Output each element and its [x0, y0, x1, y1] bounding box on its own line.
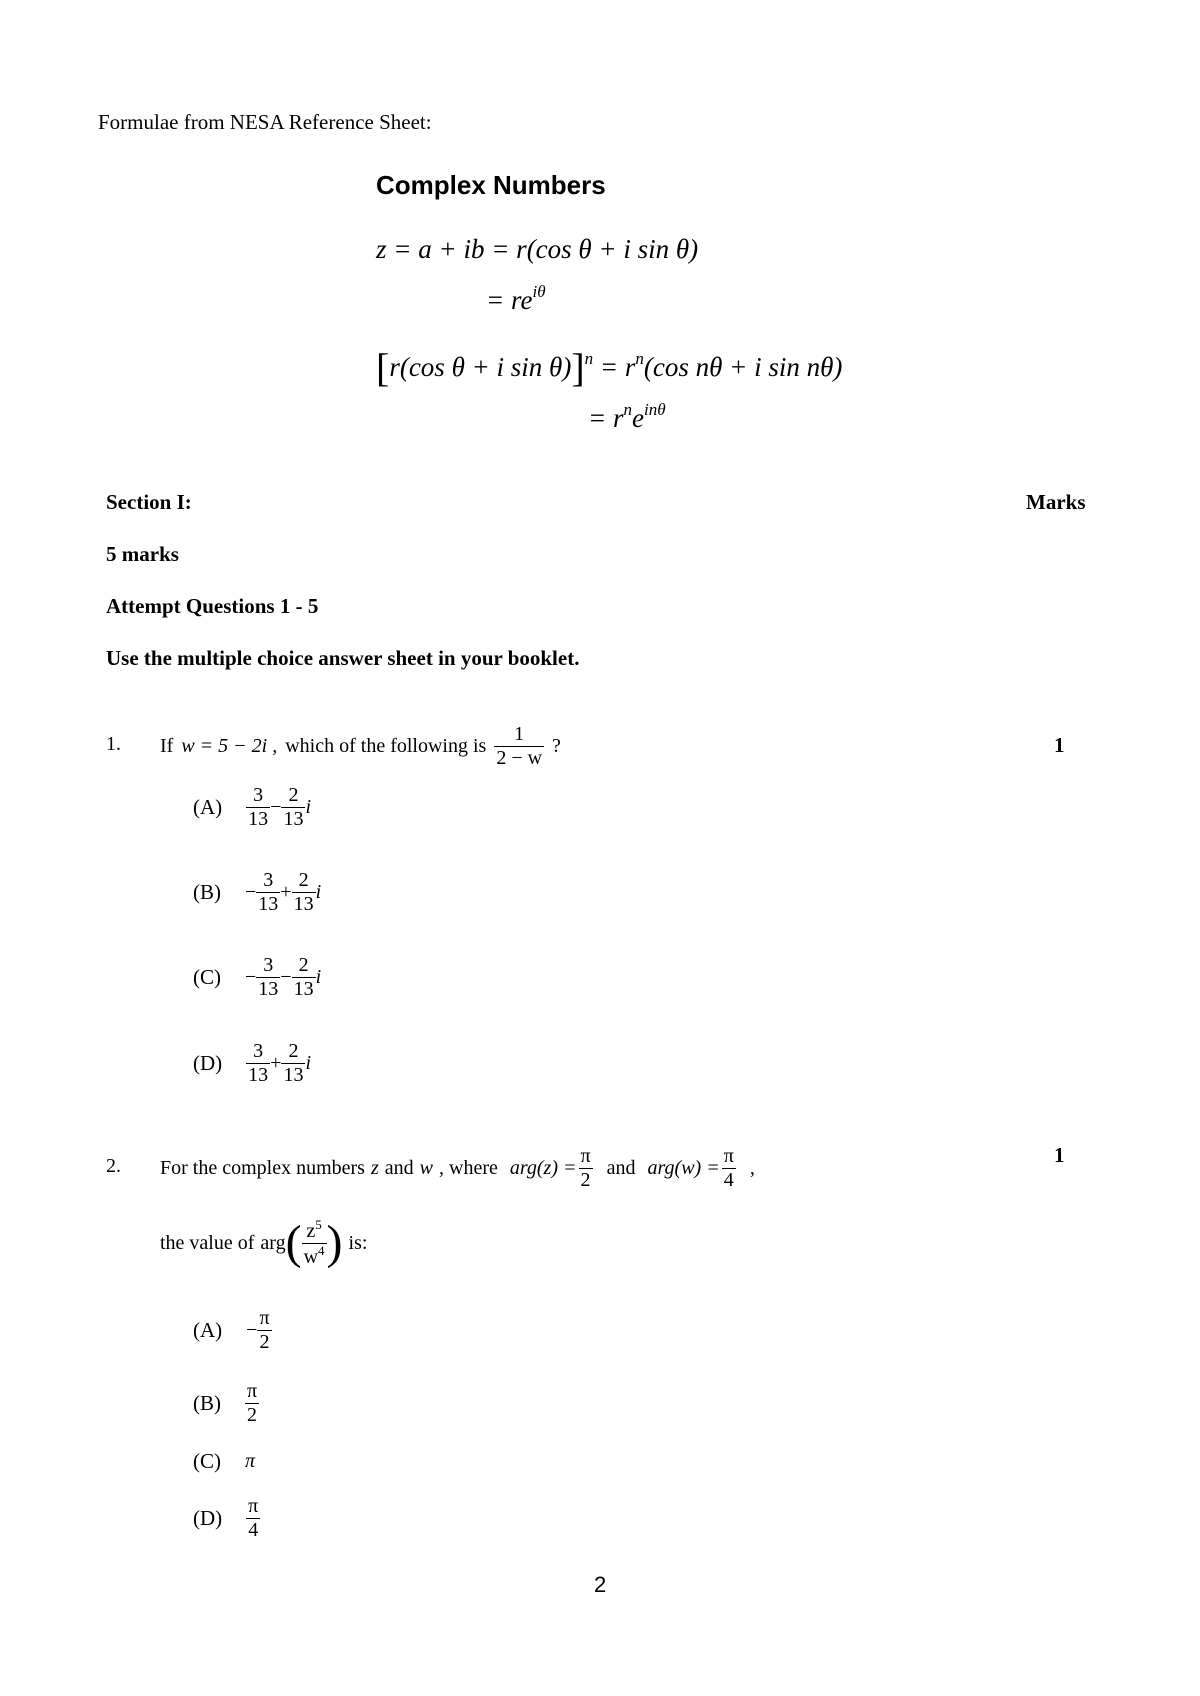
- formula-line-4: [588, 400, 666, 434]
- q1-d-op: +: [270, 1051, 282, 1074]
- q1-d-n1: 3: [246, 1040, 270, 1064]
- q1-b-sign: −: [245, 880, 257, 903]
- q1-d-d2: 13: [283, 1063, 304, 1086]
- q2-a-num: π: [259, 1306, 270, 1329]
- section-instruction: Use the multiple choice answer sheet in your booklet.: [106, 646, 580, 670]
- q1-b-op: +: [280, 880, 292, 903]
- reference-heading: Complex Numbers: [376, 170, 606, 200]
- q1-option-c-value: [245, 954, 321, 1001]
- q1-if: If: [160, 734, 174, 757]
- formula-line-3: [r(cos θ + i $\sin \theta)]^n = r^n(\cos$ nθ + i sin nθ): [376, 345, 843, 390]
- q2-option-d-label: (D): [193, 1505, 223, 1530]
- formula-line-4-exp: inθ: [643, 400, 666, 419]
- q1-option-c-label: (C): [193, 964, 221, 989]
- q2-option-c-value: π: [245, 1449, 256, 1472]
- section-title: Section I:: [106, 490, 192, 514]
- q2-arg-w: [648, 1145, 736, 1192]
- q1-c-n2: 2: [292, 954, 316, 978]
- q2-arg-z-num: π: [580, 1144, 591, 1167]
- q2-w: w: [419, 1156, 433, 1179]
- q2-b-den: 2: [247, 1403, 258, 1426]
- q2-d-den: 4: [248, 1518, 259, 1541]
- q2-arg: arg: [260, 1231, 286, 1254]
- q1-b-i: i: [315, 880, 322, 903]
- page-number: 2: [594, 1572, 607, 1597]
- q1-b-n2: 2: [292, 869, 316, 893]
- formula-line-4-pow: n: [623, 400, 632, 419]
- formula-line-3-rhs-pow: n: [635, 349, 644, 368]
- q1-b-n1: 3: [256, 869, 280, 893]
- q2-pow4: 4: [318, 1242, 325, 1258]
- q1-a-d1: 13: [248, 807, 269, 830]
- q2-option-b-label: (B): [193, 1390, 221, 1415]
- formula-line-3-rhs: (cos nθ + i sin nθ): [643, 352, 843, 382]
- q1-option-c[interactable]: [193, 949, 321, 1005]
- q1-option-d[interactable]: [193, 1035, 311, 1091]
- q1-option-d-value: [246, 1040, 311, 1087]
- formula-line-1-paren: (cos θ + i sin θ): [526, 234, 699, 264]
- formula-line-2: [486, 282, 546, 316]
- q2-a-sign: −: [246, 1318, 258, 1341]
- q1-d-i: i: [305, 1051, 311, 1074]
- q2-stem: [160, 1140, 755, 1196]
- q1-c-op: −: [280, 965, 292, 988]
- q1-question-text: which of the following is: [285, 734, 487, 757]
- q1-option-a-value: [246, 784, 311, 831]
- q1-fraction-denominator: 2 − w: [496, 746, 543, 769]
- q1-a-op: −: [270, 795, 282, 818]
- q1-option-b[interactable]: [193, 864, 321, 920]
- q1-d-n2: 2: [281, 1040, 305, 1064]
- q2-w4: w: [303, 1245, 319, 1268]
- q2-d-num: π: [248, 1494, 259, 1517]
- q1-option-b-value: [245, 869, 321, 916]
- q2-arg-w-den: 4: [723, 1168, 734, 1191]
- q2-arg-z-text: arg(z) =: [509, 1156, 577, 1179]
- q2-option-d-value: [246, 1495, 260, 1542]
- q2-pow5: 5: [315, 1216, 322, 1232]
- q2-and: and: [384, 1156, 414, 1179]
- q1-option-a[interactable]: [193, 779, 311, 835]
- formula-line-3-pow: n: [584, 349, 594, 368]
- q2-arg-w-num: π: [723, 1144, 734, 1167]
- q2-comma: ,: [749, 1156, 755, 1179]
- q2-arg-z-den: 2: [580, 1168, 591, 1191]
- q2-option-c[interactable]: [193, 1441, 255, 1481]
- q2-text-intro: For the complex numbers: [160, 1156, 365, 1179]
- q2-option-c-label: (C): [193, 1448, 221, 1473]
- formula-line-2-exp: iθ: [532, 282, 546, 301]
- q2-option-b-value: [245, 1380, 259, 1427]
- q2-number: 2.: [106, 1155, 121, 1177]
- q2-option-a-label: (A): [193, 1317, 223, 1342]
- q2-a-den: 2: [259, 1330, 270, 1353]
- formula-line-1-lhs: z = a + ib = r: [376, 234, 527, 264]
- q2-option-a[interactable]: [193, 1302, 272, 1358]
- q2-value-of: the value of: [160, 1231, 255, 1254]
- formula-line-4-e: e: [631, 403, 644, 433]
- q1-a-n1: 3: [246, 784, 270, 808]
- q1-option-d-label: (D): [193, 1050, 223, 1075]
- q1-number: 1.: [106, 733, 121, 755]
- q2-arg-z: [510, 1145, 593, 1192]
- q1-c-sign: −: [245, 965, 257, 988]
- reference-intro: Formulae from NESA Reference Sheet:: [98, 110, 432, 134]
- q2-where: , where: [439, 1156, 498, 1179]
- marks-header: Marks: [1026, 490, 1086, 514]
- formula-line-3-r: = r: [599, 352, 636, 382]
- q1-a-d2: 13: [283, 807, 304, 830]
- q1-marks: 1: [1054, 733, 1065, 757]
- q1-a-n2: 2: [281, 784, 305, 808]
- q1-b-d2: 13: [293, 892, 314, 915]
- q1-c-n1: 3: [256, 954, 280, 978]
- q1-fraction-numerator: 1: [494, 723, 544, 747]
- q1-b-d1: 13: [258, 892, 279, 915]
- q1-a-i: i: [305, 795, 311, 818]
- q1-w-expression: w = 5 − 2i ,: [181, 734, 278, 757]
- q1-c-d2: 13: [293, 977, 314, 1000]
- q2-option-a-value: [246, 1307, 271, 1354]
- q2-b-num: π: [247, 1379, 258, 1402]
- q2-stem-2: [160, 1210, 367, 1276]
- q2-option-d[interactable]: [193, 1490, 260, 1546]
- section-attempt: Attempt Questions 1 - 5: [106, 594, 319, 618]
- formula-line-3-base: r(cos θ + i sin θ): [389, 352, 572, 382]
- q2-arg-w-text: arg(w) =: [647, 1156, 720, 1179]
- q2-option-b[interactable]: [193, 1375, 259, 1431]
- q1-c-d1: 13: [258, 977, 279, 1000]
- q1-d-d1: 13: [248, 1063, 269, 1086]
- formula-line-4-r: = r: [588, 403, 624, 433]
- q1-question-mark: ?: [552, 734, 561, 757]
- formula-line-1: [376, 234, 698, 265]
- q1-fraction: [494, 723, 544, 770]
- q2-arg-expression: arg ( $\frac{z^5}{w^4}$ ): [260, 1216, 343, 1269]
- section-marks: 5 marks: [106, 542, 179, 566]
- q1-stem: [160, 718, 561, 774]
- formula-line-2-base: = re: [486, 285, 533, 315]
- q2-z: z: [370, 1156, 379, 1179]
- q2-is: is:: [348, 1231, 368, 1254]
- q2-z5: z: [306, 1219, 316, 1242]
- q1-option-b-label: (B): [193, 879, 221, 904]
- q2-and-2: and: [606, 1156, 636, 1179]
- q1-option-a-label: (A): [193, 794, 223, 819]
- q1-c-i: i: [315, 965, 322, 988]
- q2-marks: 1: [1054, 1143, 1065, 1167]
